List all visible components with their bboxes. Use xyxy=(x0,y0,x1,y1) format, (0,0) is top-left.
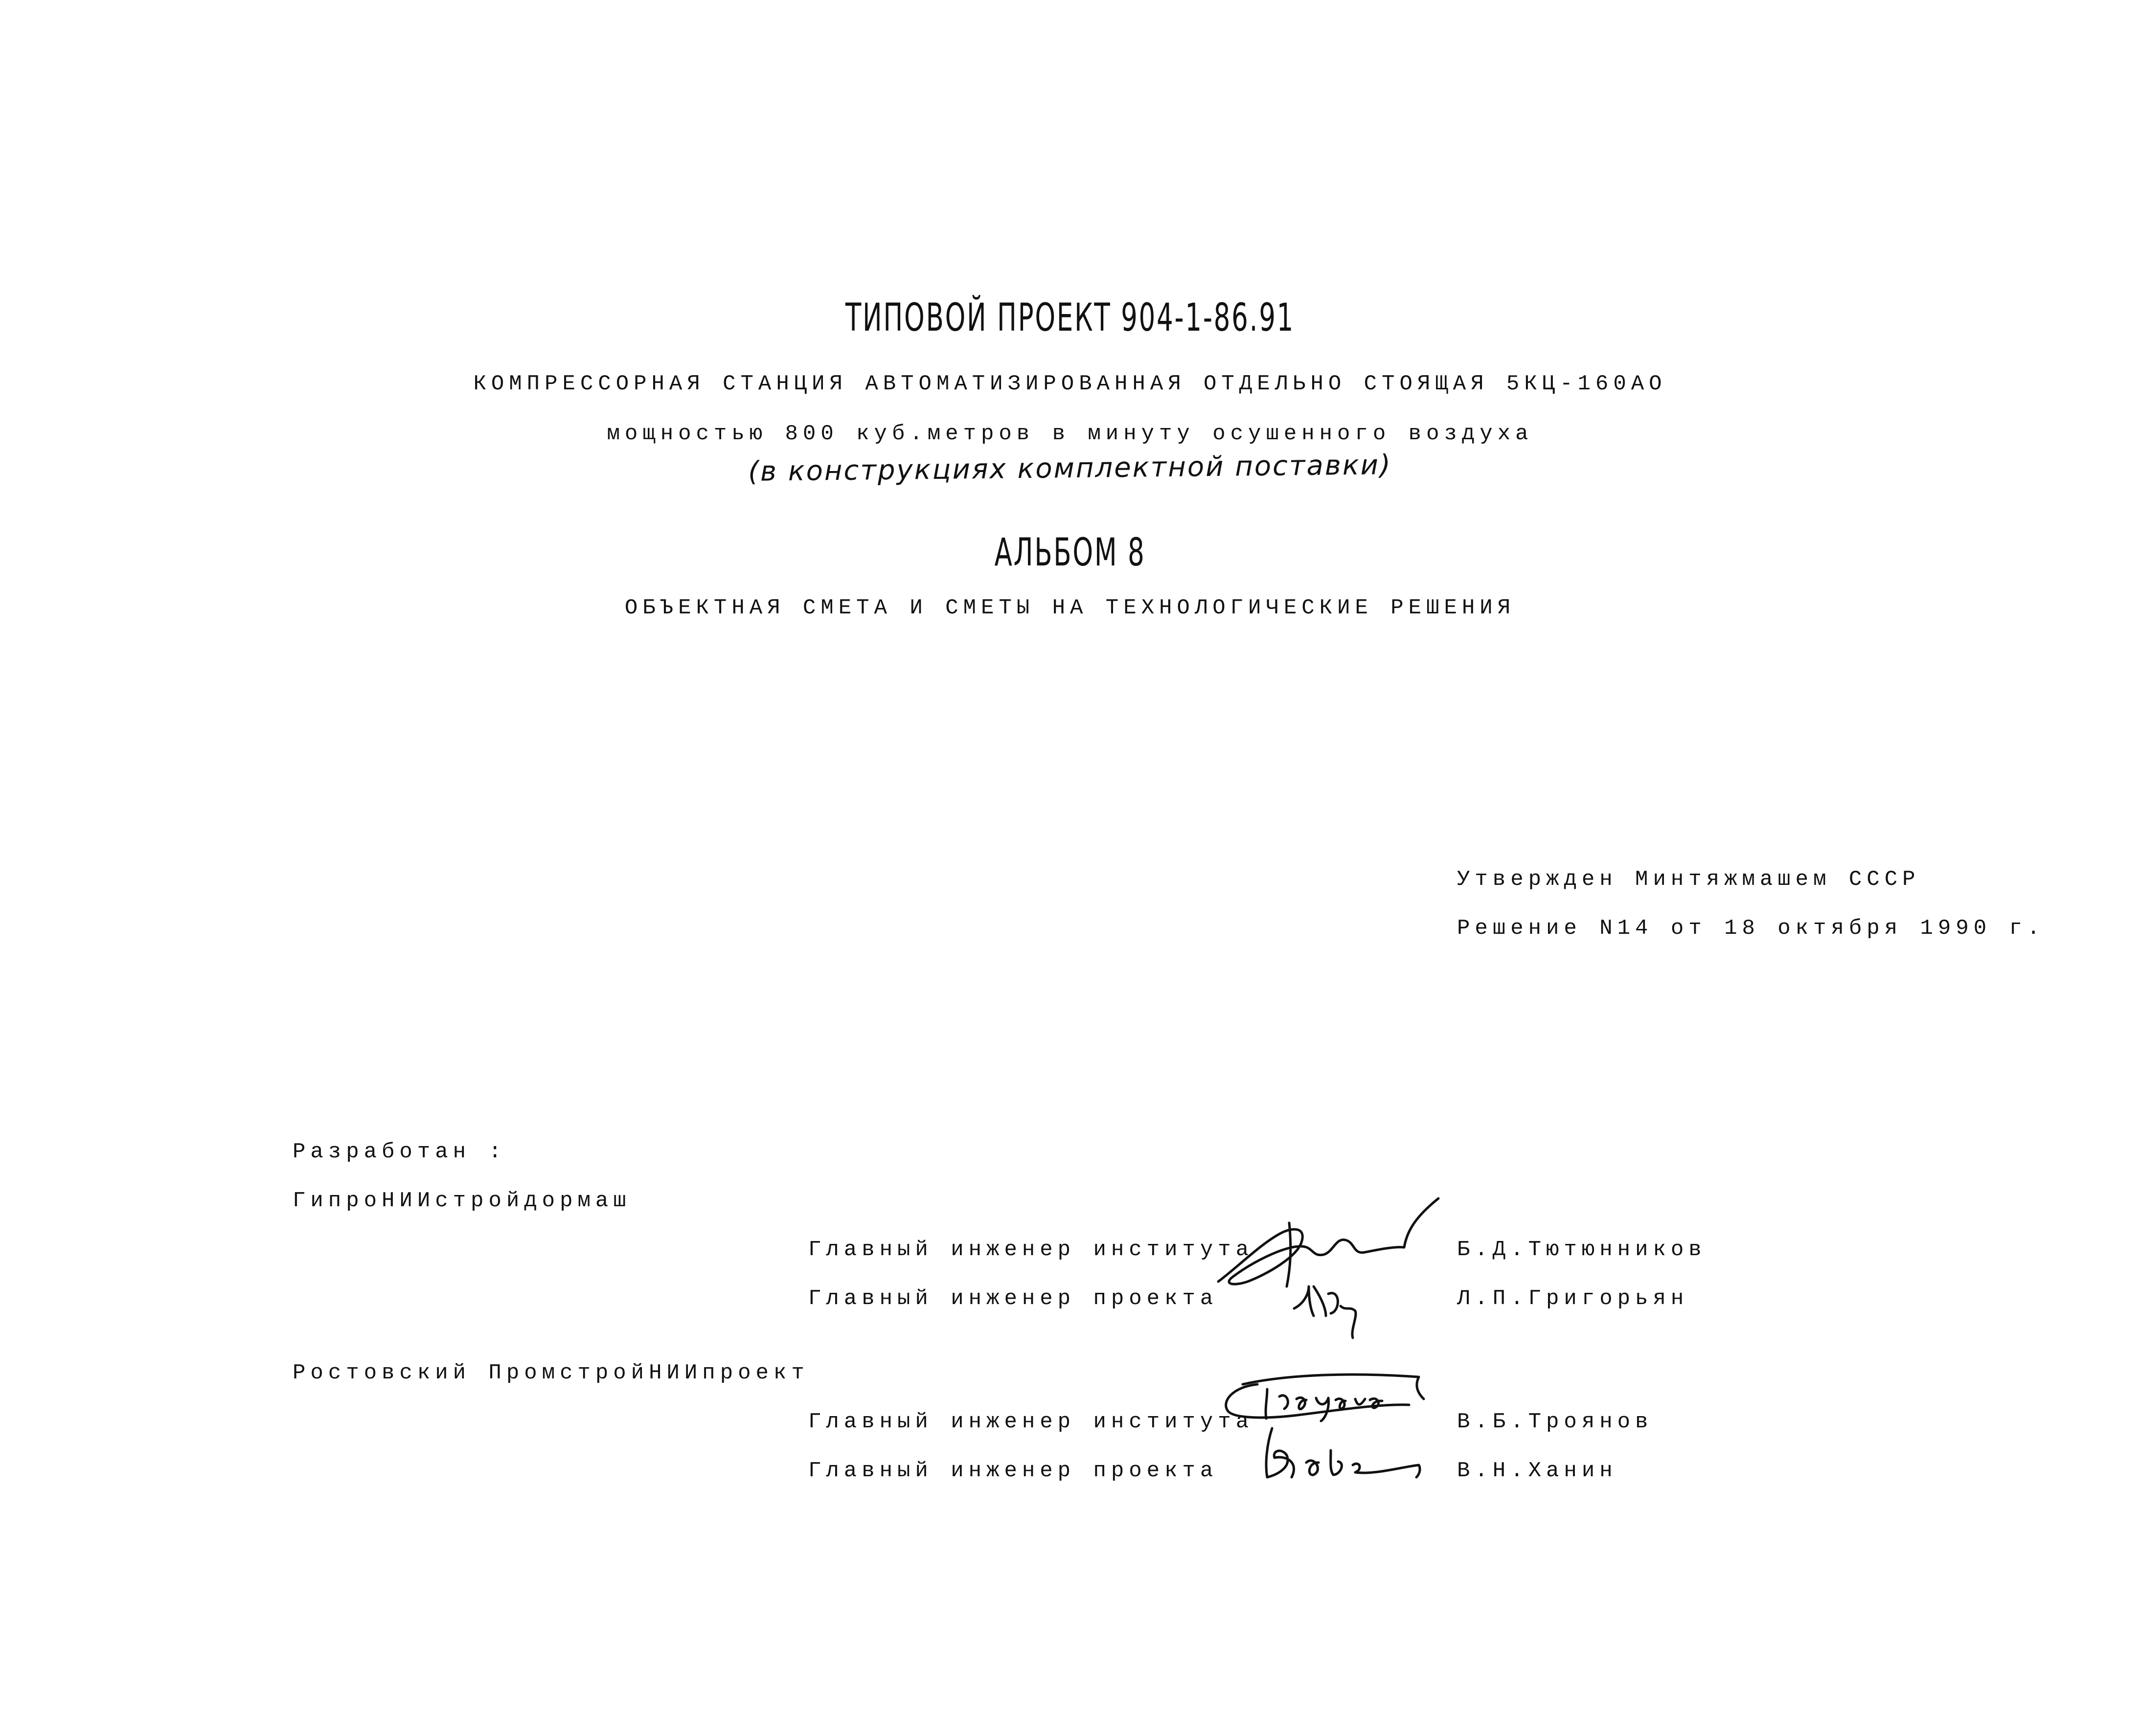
signatory-name: Л.П.Григорьян xyxy=(1457,1286,1689,1311)
signatory-name: В.Б.Троянов xyxy=(1457,1410,1653,1434)
signatory-name: В.Н.Ханин xyxy=(1457,1459,1617,1483)
album-description: ОБЪЕКТНАЯ СМЕТА И СМЕТЫ НА ТЕХНОЛОГИЧЕСКИЕ РЕШЕНИЯ xyxy=(624,596,1516,620)
project-subtitle: КОМПРЕССОРНАЯ СТАНЦИЯ АВТОМАТИЗИРОВАННАЯ ОТДЕЛЬНО СТОЯЩАЯ 5КЦ-160АО xyxy=(473,372,1667,396)
approved-by: Утвержден Минтяжмашем СССР xyxy=(1457,867,1920,892)
signatory-name: Б.Д.Тютюнников xyxy=(1457,1238,1707,1262)
handwritten-note: (в конструкциях комплектной поставки) xyxy=(748,449,1392,488)
approval-decision: Решение N14 от 18 октября 1990 г. xyxy=(1457,916,2045,941)
developed-by-label: Разработан : xyxy=(293,1140,506,1164)
album-number: АЛЬБОМ 8 xyxy=(994,531,1146,575)
signatory-role: Главный инженер проекта xyxy=(808,1286,1218,1311)
signatory-role: Главный инженер института xyxy=(808,1238,1254,1262)
signature-tyutyunnikov xyxy=(1208,1189,1453,1345)
document-title: ТИПОВОЙ ПРОЕКТ 904-1-86.91 xyxy=(845,296,1295,340)
signatory-role: Главный инженер проекта xyxy=(808,1459,1218,1483)
signatory-role: Главный инженер института xyxy=(808,1410,1254,1434)
capacity-line: мощностью 800 куб.метров в минуту осушенного воздуха xyxy=(607,422,1533,446)
organization-name: ГипроНИИстройдормаш xyxy=(293,1189,631,1213)
organization-name: Ростовский ПромстройНИИпроект xyxy=(293,1361,809,1385)
signature-troyanov xyxy=(1213,1365,1438,1497)
